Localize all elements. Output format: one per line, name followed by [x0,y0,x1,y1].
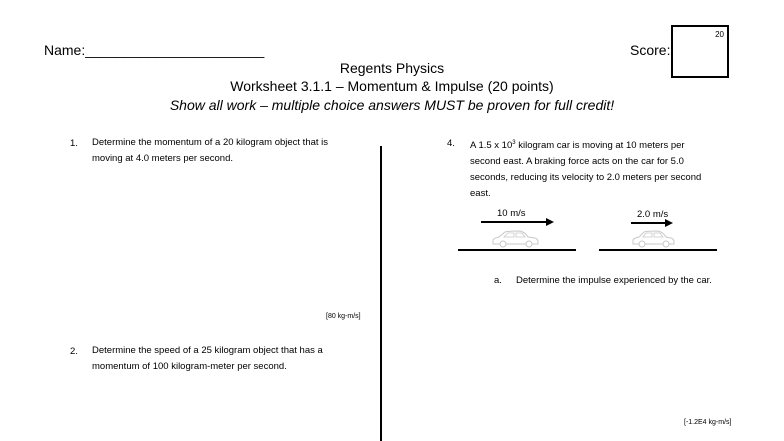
q4-line3: seconds, reducing its velocity to 2.0 meters per second [470,172,702,184]
q4-text [470,135,701,202]
q4-answer: [-1.2E4 kg-m/s] [684,419,732,426]
velocity-after-label: 2.0 m/s [637,209,669,220]
q1-text [92,135,328,167]
car-after-icon [630,229,676,249]
velocity-before-label: 10 m/s [497,208,526,219]
q2-text [92,343,323,375]
q4-line4: east. [470,188,491,200]
name-field[interactable]: Name:_______________________ [44,42,265,58]
instructions: Show all work – multiple choice answers MUST be proven for full credit! [169,97,615,113]
q1-number: 1. [70,138,78,149]
score-max: 20 [715,30,724,39]
q4-part-a-text: Determine the impulse experienced by the car. [516,275,712,286]
car-before-icon [490,229,540,249]
q2-line1: Determine the speed of a 25 kilogram object that has a [92,345,323,356]
velocity-before-arrow [481,221,548,223]
road-before [458,249,576,251]
velocity-after-arrowhead [665,219,673,227]
q2-line2: momentum of 100 kilogram-meter per second. [92,361,287,372]
column-divider [380,146,382,441]
q4-part-a-letter: a. [494,275,502,286]
score-label: Score: [630,42,671,58]
q1-line1: Determine the momentum of a 20 kilogram object that is [92,137,329,148]
q1-answer: [80 kg-m/s] [326,313,361,320]
q4-line2: second east. A braking force acts on the car for 5.0 [470,156,684,168]
q1-line2: moving at 4.0 meters per second. [92,153,233,164]
q4-line1: A 1.5 x $10^3$ kilogram car is moving at 10 meters per [470,140,685,152]
velocity-before-arrowhead [546,218,554,226]
road-after [599,249,717,251]
velocity-after-arrow [631,222,667,224]
q4-number: 4. [447,138,455,149]
worksheet-title: Worksheet 3.1.1 – Momentum & Impulse (20 points) [230,78,554,94]
q2-number: 2. [70,346,78,357]
course-title: Regents Physics [339,60,445,76]
